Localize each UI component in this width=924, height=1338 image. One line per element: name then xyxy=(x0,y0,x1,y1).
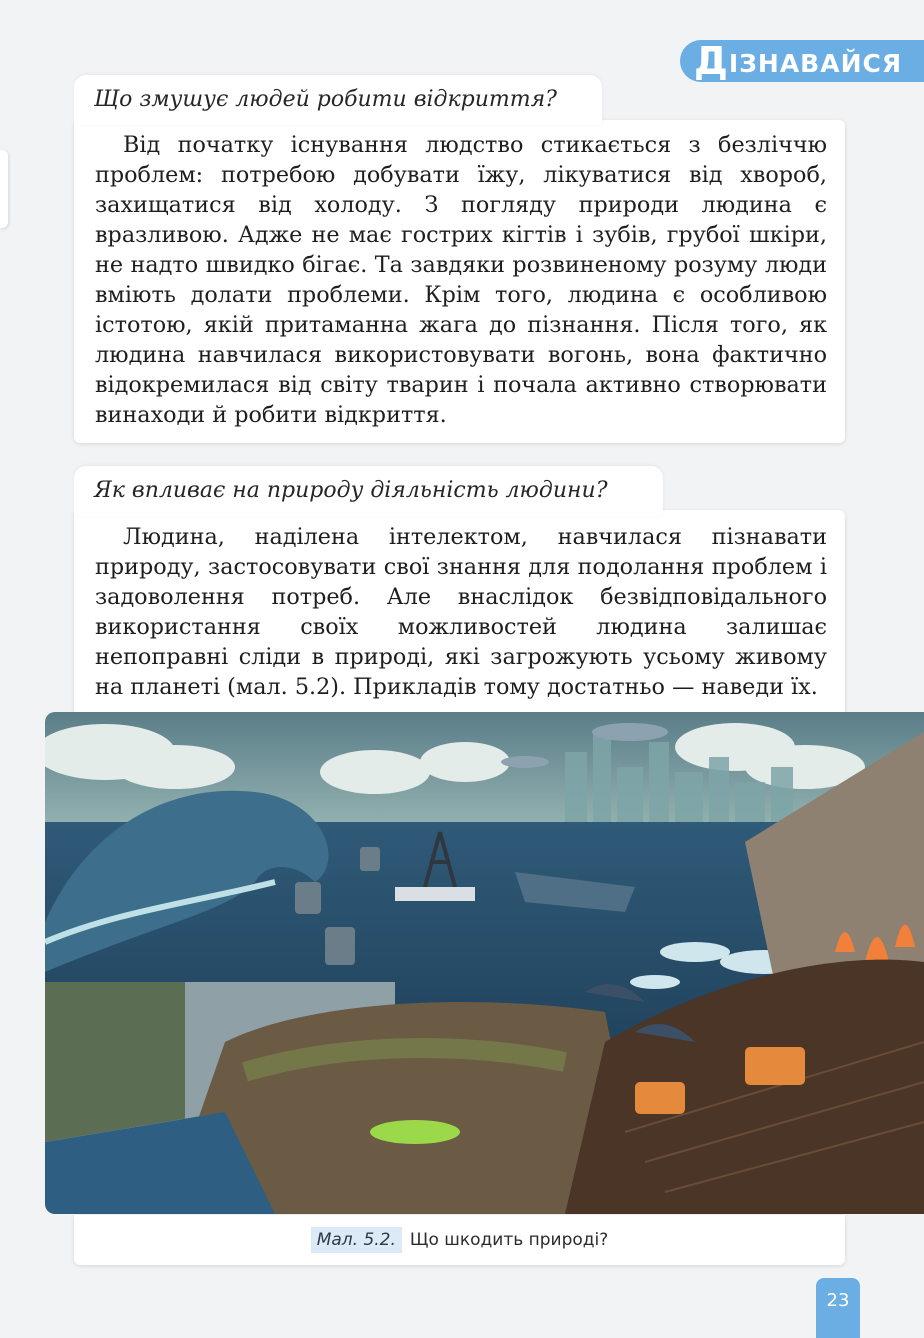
figure-label: Мал. 5.2. xyxy=(311,1227,402,1253)
page-number: 23 xyxy=(816,1278,860,1338)
side-tab xyxy=(0,150,8,228)
figure-caption xyxy=(74,1215,845,1265)
pollution-illustration xyxy=(45,712,924,1214)
banner-initial: Д xyxy=(694,39,729,83)
paragraph-1: Від початку існування людство стикається з безліччю проблем: потребою добувати їжу, лікуватися від хвороб, захищатися від холоду. З погляду природи людина є вразливою. Адже не має гострих кігтів і зубів, грубої шкіри, не надто швидко бігає. Та завдяки розвиненому розуму люди вміють долати проблеми. Крім того, людина є особливою істотою, якій притаманна жага до пізнання. Після того, як людина навчилася використовувати вогонь, вона фактично відокремилася від світу тварин і почала активно створювати винаходи й робити відкриття. xyxy=(95,132,827,428)
banner-title: ІЗНАВАЙСЯ xyxy=(728,48,903,78)
toxic-spill xyxy=(370,1120,460,1144)
figure-caption-text: Що шкодить природі? xyxy=(409,1230,609,1250)
paragraph-2: Людина, наділена інтелектом, навчилася пізнавати природу, застосовувати свої знання для подолання проблем і задоволення потреб. Але внаслідок безвідповідального використання своїх можливостей людина залишає непоправні сліди в природі, які загрожують усьому живому на планеті (мал. 5.2). Прикладів тому достатньо — наведи їх. xyxy=(95,524,827,700)
question-heading-1: Що змушує людей робити відкриття? xyxy=(74,75,602,125)
section-banner xyxy=(680,40,924,82)
question-heading-2: Як впливає на природу діяльність людини? xyxy=(74,466,663,516)
